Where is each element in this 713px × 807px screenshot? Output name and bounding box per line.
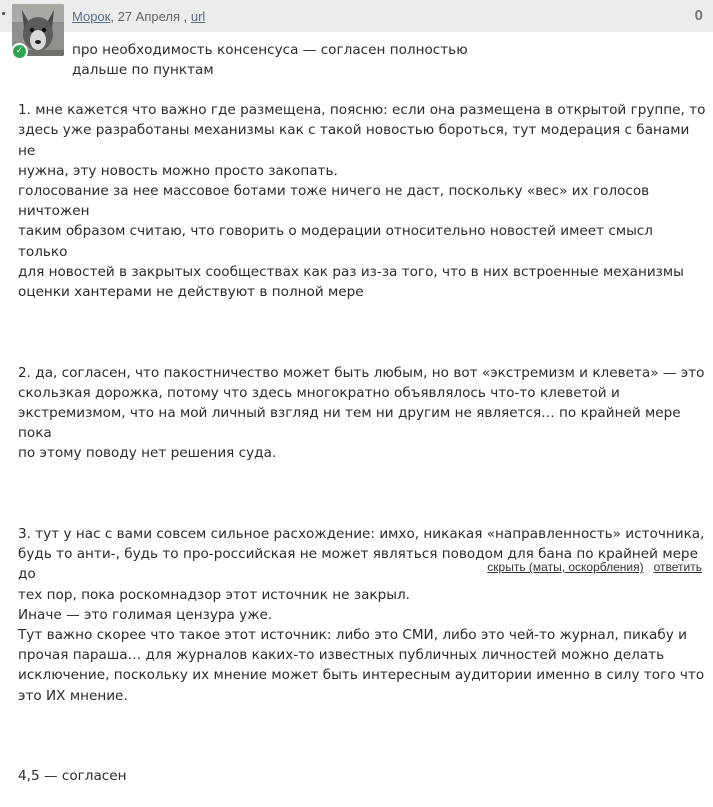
list-bullet: [2, 12, 5, 15]
comment-body: [18, 80, 706, 807]
comment-header: [0, 0, 713, 32]
quote-line: дальше по пунктам: [72, 62, 214, 78]
online-check-icon: ✓: [11, 43, 28, 60]
paragraph-1: 1. мне кажется что важно где размещена, поясню: если она размещена в открытой группе, то здесь уже разработаны механизмы как с такой новостью бороться, тут модерация с банами не нужна, эту новость можно просто закопать. голосование за нее массовое ботами тоже ничего не даст, поскольку «вес» их голосов ничтожен таким образом считаю, что говорить о модерации относительно новостей имеет смысл только для новостей в закрытых сообществах как раз из-за того, что в них встроенные механизмы оценки хантерами не действуют в полной мере: [18, 102, 706, 301]
paragraph-3: 3. тут у нас с вами совсем сильное расхождение: имхо, никакая «направленность» источника, будь то анти-, будь то про-российская не может являться поводом для бана по крайней мере до тех пор, пока роскомнадзор этот источник не закрыл. Иначе — это голимая цензура уже. Тут важно скорее что такое этот источник: либо это СМИ, либо это чей-то журнал, пикабу и прочая параша… для журналов каких-то известных публичных личностей можно делать исключение, поскольку их мнение может быть интересным аудитории именно в силу того что это ИХ мнение.: [18, 526, 705, 704]
quote-block: [72, 40, 468, 80]
hide-comment-link[interactable]: скрыть (маты, оскорбления): [487, 560, 644, 574]
comment-actions: [487, 560, 702, 574]
paragraph-2: 2. да, согласен, что пакостничество может быть любым, но вот «экстремизм и клевета» — это скользкая дорожка, потому что здесь многократно объявлялось что-то клеветой и экстремизмом, что на мой личный взгляд ни тем ни другим не является… по крайней мере пока по этому поводу нет решения суда.: [18, 364, 705, 462]
url-link[interactable]: url: [190, 9, 206, 24]
author-link[interactable]: Морок: [72, 9, 111, 24]
comment-score: 0: [694, 7, 703, 24]
reply-link[interactable]: ответить: [653, 560, 702, 574]
paragraph-4: 4,5 — согласен: [18, 768, 127, 785]
comment-date: , 27 Апреля ,: [110, 9, 188, 24]
quote-line: про необходимость консенсуса — согласен полностью: [72, 42, 468, 58]
comment-meta: [72, 9, 205, 24]
